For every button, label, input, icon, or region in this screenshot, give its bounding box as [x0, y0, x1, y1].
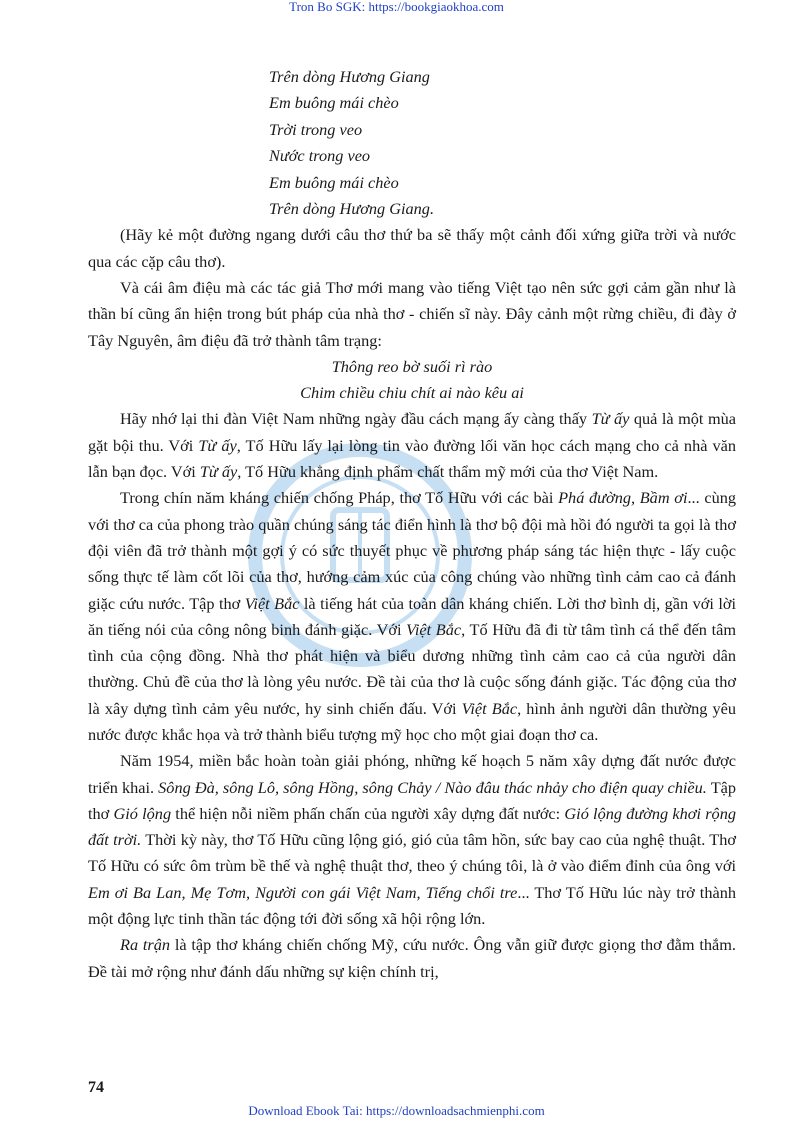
poem-line: Trên dòng Hương Giang. — [269, 198, 435, 218]
work-title: Việt Bắc — [244, 593, 300, 613]
work-title: Ra trận — [120, 935, 171, 955]
page-number: 74 — [88, 1079, 104, 1096]
poem-line: Chim chiều chiu chít ai nào kêu ai — [300, 383, 524, 403]
text-run: thể hiện nỗi niềm phấn chấn của người xây dựng đất nước: — [171, 803, 565, 823]
work-title: Từ ấy — [199, 462, 238, 482]
poem-line: Trên dòng Hương Giang — [269, 67, 430, 86]
work-title: Em ơi Ba Lan, Mẹ Tơm, Người con gái Việt Nam, Tiếng chổi tre — [88, 882, 518, 902]
text-run: ... cùng với thơ ca của phong trào quần chúng sáng tác điển hình là thơ bộ đội mà hồi đó người ta gọi là thơ đội viên đã trở thành một gợi ý có sức thuyết phục về phương pháp sáng tác hiện thực - lấy cuộc sống thực tế làm cốt lõi của thơ, hướng cảm xúc của công chúng vào những tình cảm cao cả đánh giặc cứu nước. Tập thơ — [88, 488, 736, 613]
text-run: ... Thơ Tố Hữu lúc này trở thành một động lực tinh thần tác động tới đời sống xã hội rộng lớn. — [88, 882, 736, 929]
text-run: Thời kỳ này, thơ Tố Hữu cũng lộng gió, gió của tâm hồn, sức bay cao của nghệ thuật. Thơ Tố Hữu có sức ôm trùm bề thế và nghệ thuật thơ, theo ý chúng tôi, là ở vào điểm đỉnh của ông với — [88, 830, 736, 876]
poem-line: Em buông mái chèo — [269, 93, 399, 113]
text-run: Tập thơ — [88, 777, 737, 823]
header-download-link[interactable]: Tron Bo SGK: https://bookgiaokhoa.com — [289, 0, 504, 14]
text-run: , Tố Hữu khẳng định phẩm chất thẩm mỹ mới của thơ Việt Nam. — [237, 462, 659, 482]
text-run: , Tố Hữu lấy lại lòng tin vào đường lối văn học cách mạng cho cả nhà văn lẫn bạn đọc. Với — [88, 435, 736, 482]
paragraph-1954 — [88, 748, 736, 932]
quoted-verse: Gió lộng đường khơi rộng đất trời. — [88, 803, 736, 850]
text-run: là tiếng hát của toàn dân kháng chiến. Lời thơ bình dị, gần với lời ăn tiếng nói của công nông binh đánh giặc. Với — [88, 593, 736, 639]
page-content — [88, 64, 736, 985]
text-run: quả là một mùa gặt bội thu. Với — [88, 409, 736, 455]
text-run: , Tố Hữu đã đi từ tâm tình cá thể đến tâm tình của cộng đồng. Nhà thơ phát hiện và biểu dương những tình cảm cao cả của người dân thường. Chủ đề của thơ là lòng yêu nước. Đề tài của thơ là cuộc sống đánh giặc. Tác động của thơ là xây dựng tình cảm yêu nước, hy sinh chiến đấu. Với — [88, 619, 736, 718]
work-title: Phá đường, Bầm ơi — [558, 488, 688, 508]
paragraph-tu-ay — [88, 406, 736, 485]
text-run: là tập thơ kháng chiến chống Mỹ, cứu nước. Ông vẫn giữ được giọng thơ đằm thắm. Đề tài mở rộng như đánh dấu những sự kiện chính trị, — [88, 935, 736, 981]
work-title: Từ ấy — [198, 435, 237, 455]
work-title: Từ ấy — [591, 409, 630, 429]
work-title: Gió lộng — [113, 803, 172, 823]
paragraph-ra-tran — [88, 932, 736, 985]
poem-line: Nước trong veo — [269, 146, 371, 166]
footer-download-link[interactable]: Download Ebook Tai: https://downloadsachmienphi.com — [248, 1103, 545, 1118]
paragraph-am-dieu: Và cái âm điệu mà các tác giả Thơ mới mang vào tiếng Việt tạo nên sức gợi cảm gần như là thần bí cũng ẩn hiện trong bút pháp của nhà thơ - chiến sĩ này. Đây cảnh một rừng chiều, đi đày ở Tây Nguyên, âm điệu đã trở thành tâm trạng: — [88, 277, 736, 350]
text-run: Hãy nhớ lại thi đàn Việt Nam những ngày đầu cách mạng ấy càng thấy — [120, 409, 592, 429]
quoted-verse: Sông Đà, sông Lô, sông Hồng, sông Chảy / Nào đâu thác nhảy cho điện quay chiều. — [158, 777, 707, 797]
work-title: Việt Bắc — [406, 619, 462, 639]
work-title: Việt Bắc — [461, 698, 518, 718]
poem-line: Thông reo bờ suối rì rào — [331, 356, 493, 376]
paragraph-symmetry: (Hãy kẻ một đường ngang dưới câu thơ thứ ba sẽ thấy một cảnh đối xứng giữa trời và nước qua các cặp câu thơ). — [88, 225, 736, 271]
poem-huong-giang — [269, 64, 736, 222]
poem-line: Trời trong veo — [269, 119, 363, 139]
poem-line: Em buông mái chèo — [269, 172, 399, 192]
text-run: Năm 1954, miền bắc hoàn toàn giải phóng, những kế hoạch 5 năm xây dựng đất nước được triển khai. — [88, 751, 736, 797]
text-run: , hình ảnh người dân thường yêu nước được khắc họa và trở thành biểu tượng mỹ học cho một giai đoạn thơ ca. — [88, 698, 736, 744]
text-run: Trong chín năm kháng chiến chống Pháp, thơ Tố Hữu với các bài — [120, 488, 559, 508]
paragraph-khang-chien — [88, 485, 736, 748]
poem-forest — [88, 354, 736, 407]
